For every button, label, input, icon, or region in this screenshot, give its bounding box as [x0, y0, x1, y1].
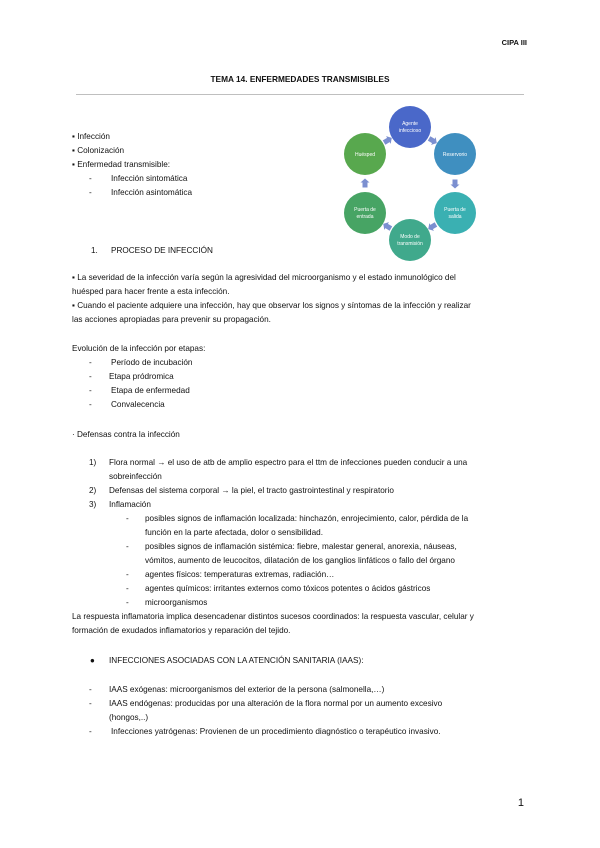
list-item: Infecciones yatrógenas: Provienen de un procedimiento diagnóstico o terapéutico invasivo. — [111, 727, 441, 736]
course-header: CIPA III — [501, 38, 527, 47]
evolution-heading: Evolución de la infección por etapas: — [72, 344, 206, 353]
list-item: posibles signos de inflamación localizada: hinchazón, enrojecimiento, calor, pérdida de la — [145, 514, 469, 523]
list-item: agentes físicos: temperaturas extremas, radiación… — [145, 570, 335, 579]
list-item: - — [89, 188, 92, 197]
iaas-heading: INFECCIONES ASOCIADAS CON LA ATENCIÓN SANITARIA (IAAS): — [109, 656, 364, 665]
page-title: TEMA 14. ENFERMEDADES TRANSMISIBLES — [210, 74, 390, 84]
cycle-node-label: Huésped — [354, 152, 376, 158]
cycle-node-label: Modo de — [400, 234, 420, 240]
cycle-node-circle — [389, 219, 431, 261]
list-item: - — [126, 542, 129, 551]
section-heading: PROCESO DE INFECCIÓN — [111, 246, 213, 255]
list-item: - — [126, 570, 129, 579]
list-item: Infección sintomática — [111, 174, 188, 183]
list-number: 2) — [89, 486, 97, 495]
cycle-arrow — [451, 180, 460, 189]
list-item: - — [126, 584, 129, 593]
list-item: Convalecencia — [111, 400, 165, 409]
cycle-node-circle — [389, 106, 431, 148]
title-divider — [76, 94, 524, 95]
section-number: 1. — [91, 246, 98, 255]
paragraph: las acciones apropiadas para prevenir su propagación. — [72, 315, 271, 324]
page-number: 1 — [517, 797, 524, 809]
cycle-node — [434, 133, 476, 175]
list-item: Período de incubación — [111, 358, 193, 367]
list-item: Defensas del sistema corporal → la piel, el tracto gastrointestinal y respiratorio — [109, 486, 394, 495]
list-item: IAAS endógenas: producidas por una alteración de la flora normal por un aumento excesivo — [109, 699, 443, 708]
list-item: agentes químicos: irritantes externos como tóxicos potentes o ácidos gástricos — [145, 584, 431, 593]
list-item: - — [89, 358, 92, 367]
list-item: - — [89, 685, 92, 694]
list-item: posibles signos de inflamación sistémica: fiebre, malestar general, anorexia, náuseas, — [145, 542, 457, 551]
list-item: microorganismos — [145, 598, 208, 607]
list-item: - — [89, 174, 92, 183]
list-item: Etapa de enfermedad — [111, 386, 190, 395]
list-item: ▪ Enfermedad transmisible: — [72, 160, 171, 169]
list-item: - — [89, 699, 92, 708]
list-item: Etapa pródromica — [109, 372, 174, 381]
cycle-node — [344, 133, 386, 175]
cycle-node — [389, 219, 431, 261]
list-item: - — [89, 386, 92, 395]
list-item: sobreinfección — [109, 472, 162, 481]
cycle-node — [434, 192, 476, 234]
paragraph: ▪ La severidad de la infección varía según la agresividad del microorganismo y el estado inmunológico del — [72, 273, 456, 282]
paragraph: La respuesta inflamatoria implica desencadenar distintos sucesos coordinados: la respuesta vascular, celular y — [72, 612, 474, 621]
cycle-node-label: Puerta de — [354, 207, 376, 213]
cycle-node-circle — [434, 192, 476, 234]
cycle-node-label: salida — [448, 214, 462, 220]
list-item: - — [89, 372, 92, 381]
cycle-arrow — [361, 179, 370, 188]
list-item: ▪ Colonización — [72, 146, 125, 155]
list-item: Inflamación — [109, 500, 151, 509]
cycle-node-label: transmisión — [397, 241, 423, 247]
infection-chain-diagram — [300, 100, 520, 265]
list-item: - — [126, 514, 129, 523]
list-item: vómitos, aumento de leucocitos, dilatación de los ganglios linfáticos o fallo del órgano — [145, 556, 455, 565]
cycle-node-label: Agente — [402, 121, 418, 127]
list-item: - — [126, 598, 129, 607]
list-number: 3) — [89, 500, 97, 509]
list-item: - — [89, 400, 92, 409]
bullet-icon: ● — [90, 656, 95, 665]
paragraph: formación de exudados inflamatorios y reparación del tejido. — [72, 626, 291, 635]
cycle-node-label: infeccioso — [398, 128, 422, 134]
cycle-node-circle — [344, 192, 386, 234]
list-item: - — [89, 727, 92, 736]
list-item: ▪ Infección — [72, 132, 110, 141]
cycle-node — [389, 106, 431, 148]
cycle-node-label: Puerta de — [444, 207, 466, 213]
list-number: 1) — [89, 458, 97, 467]
list-item: IAAS exógenas: microorganismos del exterior de la persona (salmonella,…) — [109, 685, 385, 694]
list-item: (hongos,..) — [109, 713, 149, 722]
list-item: función en la parte afectada, dolor o sensibilidad. — [145, 528, 323, 537]
cycle-node-label: entrada — [356, 214, 374, 220]
paragraph: huésped para hacer frente a esta infección. — [72, 287, 230, 296]
defenses-heading: · Defensas contra la infección — [72, 430, 180, 439]
paragraph: ▪ Cuando el paciente adquiere una infección, hay que observar los signos y síntomas de la infección y realizar — [72, 301, 471, 310]
list-item: Flora normal → el uso de atb de amplio espectro para el ttm de infecciones pueden conducir a una — [109, 458, 468, 467]
cycle-node — [344, 192, 386, 234]
list-item: Infección asintomática — [111, 188, 193, 197]
cycle-node-label: Reservorio — [442, 152, 468, 158]
